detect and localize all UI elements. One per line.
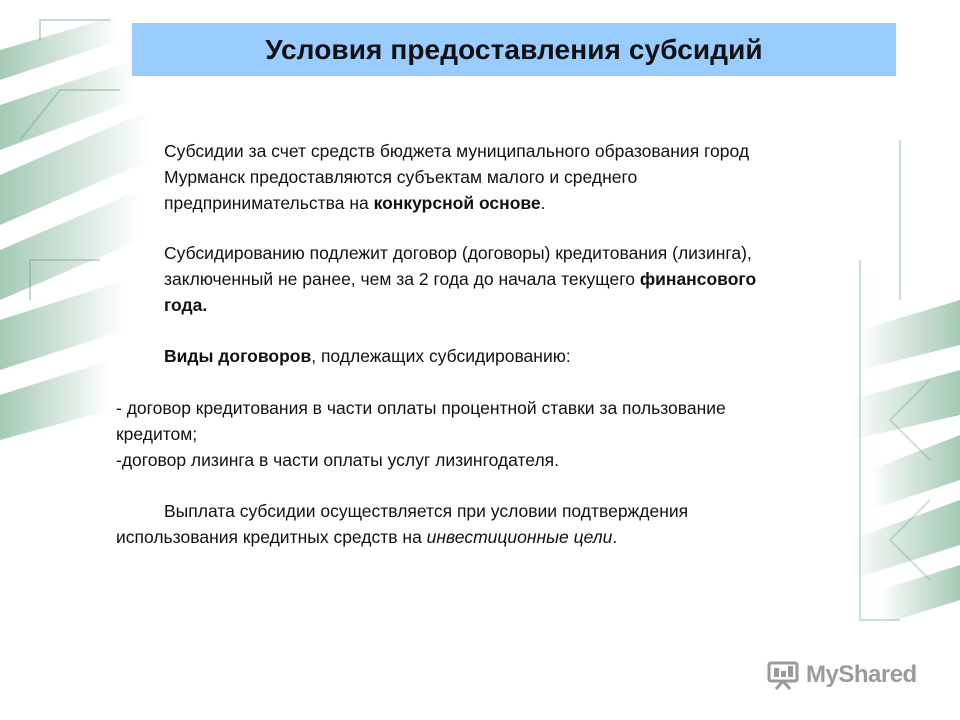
text-line: -договор лизинга в части оплаты услуг лизингодателя.: [116, 450, 559, 470]
text-line: [116, 498, 876, 524]
emphasis-financial: финансового: [639, 269, 757, 289]
text-run: заключенный не ранее, чем за 2 года до начала текущего: [164, 269, 640, 289]
text-line: Субсидированию подлежит договор (договоры) кредитования (лизинга),: [164, 243, 752, 263]
text-run: Выплата субсидии осуществляется при условии подтверждения: [164, 501, 689, 521]
watermark-text: MyShared: [806, 661, 917, 688]
paragraph-contract-eligibility: [164, 240, 904, 318]
emphasis-investment-goals: инвестиционные цели: [426, 527, 613, 547]
text-line: [164, 292, 904, 318]
emphasis-contract-types: Виды договоров: [164, 346, 312, 366]
slide-title: Условия предоставления субсидий: [265, 33, 763, 65]
text-line: - договор кредитования в части оплаты процентной ставки за пользование: [116, 398, 726, 418]
text-run: , подлежащих субсидированию:: [311, 346, 571, 366]
emphasis-year: года.: [164, 295, 208, 315]
paragraph-contract-types-heading: [164, 343, 904, 369]
paragraph-payment-condition: [116, 498, 876, 550]
text-run: предпринимательства на: [164, 193, 374, 213]
list-item-leasing-contract: [116, 447, 876, 473]
watermark: [766, 658, 926, 692]
presentation-board-icon: [766, 660, 800, 690]
text-line: [164, 343, 904, 369]
text-run: .: [612, 527, 618, 547]
paragraph-subsidy-source: [164, 138, 904, 216]
text-line: [164, 266, 904, 292]
text-line: [164, 190, 904, 216]
text-line: [116, 524, 876, 550]
text-line: Мурманск предоставляются субъектам малого и среднего: [164, 167, 638, 187]
text-line: кредитом;: [116, 424, 198, 444]
text-run: .: [540, 193, 546, 213]
text-line: Субсидии за счет средств бюджета муниципального образования город: [164, 141, 750, 161]
list-item-credit-contract: [116, 395, 876, 447]
emphasis-competitive-basis: конкурсной основе: [373, 193, 541, 213]
text-run: использования кредитных средств на: [116, 527, 427, 547]
